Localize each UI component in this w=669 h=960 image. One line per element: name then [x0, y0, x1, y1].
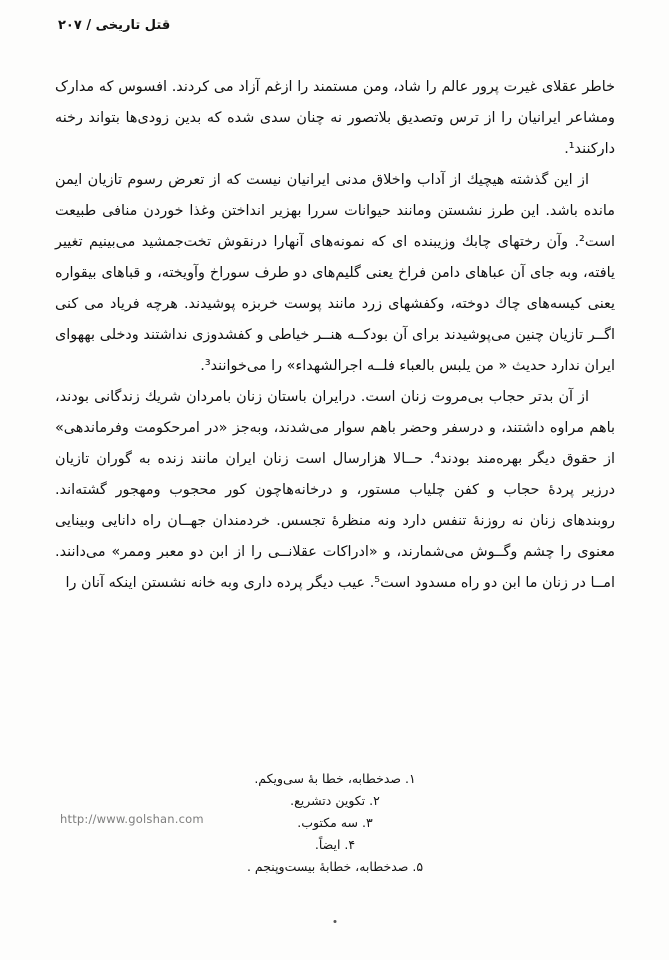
paragraph-3: از آن بدتر حجاب بی‌مروت زنان است. درایران باستان زنان بامردان شریك زندگانی بودند، باهم مراوه داشتند، و درسفر وحضر باهم سوار می‌شدند، وبه‌جز «در امرحكومت وفرماندهی» از حقوق دیگر بهره‌مند بودند⁴. حــالا هزارسال است زنان ایران مانند زنده به گوران تازیان درزیر پردهٔ حجاب و كفن چلیاب مستور، و درخانه‌هاچون كور محجوب ومهجور گشته‌اند. روبندهای زنان نه روزنهٔ تنفس دارد ونه منظرهٔ تجسس. خردمندان جهــان راه دانایی وبینایی معنوی را چشم وگــوش می‌شمارند، و «ادراكات عقلانــی را از ابن دو معبر وممر» می‌دانند. امــا در زنان ما ابن دو راه مسدود است⁵. عیب دیگر پرده داری وبه خانه نشستن اینكه آنان را: [55, 389, 616, 591]
watermark-url: http://www.golshan.com: [60, 812, 204, 826]
footnote-5: ۵. صدخطابه، خطابهٔ بیست‌وپنجم .: [246, 859, 424, 874]
footnote-1: ۱. صدخطابه، خطا بهٔ سی‌ویكم.: [254, 771, 416, 786]
footnote-2: ۲. تكوین دتشریع.: [290, 793, 380, 808]
page-header: قتل تاریخی / ۲۰۷: [58, 18, 171, 33]
paragraph-1: خاطر عقلای غیرت پرور عالم را شاد، ومن مستمند را ازغم آزاد می کردند. افسوس که مدارک ومشاعر ایرانیان را از ترس وتصدیق بلاتصور نه چنان سدی شده که بدین زودی‌ها بتواند رخنه دارکنند¹.: [55, 79, 615, 157]
paragraph-2: از این گذشته هیچیك از آداب واخلاق مدنی ایرانیان نیست كه از تعرض رسوم تازیان ایمن مانده باشد. این طرز نشستن ومانند حیوانات سررا بهزیر انداختن وغذا خوردن منافی طبیعت است². وآن رختهای چابك وزیبنده ای كه نمونه‌های آنهارا درنقوش تخت‌جمشید می‌بینیم تغییر یافته، وبه جای آن عباهای دامن فراخ یعنی گلیم‌های دو طرف سوراخ وآویخته، و قباهای بیقواره یعنی کیسه‌های چاك دوخته، وكفشهای زرد مانند پوست خربزه پوشیدند. هرچه فریاد می كنی اگــر تازیان چنین می‌پوشیدند برای آن بودكــه هنــر خیاطی و كفشدوزی نداشتند ودخلی بههوای ایران ندارد حدیث « من یلبس بالعباء فلــه اجرالشهداء» را می‌خوانند³.: [55, 172, 615, 374]
footnote-4: ۴. ایضاً.: [314, 837, 356, 852]
footnote-3: ۳. سه مكتوب.: [297, 815, 373, 830]
page-footer-dot: [333, 920, 336, 923]
body-text: [55, 72, 615, 599]
